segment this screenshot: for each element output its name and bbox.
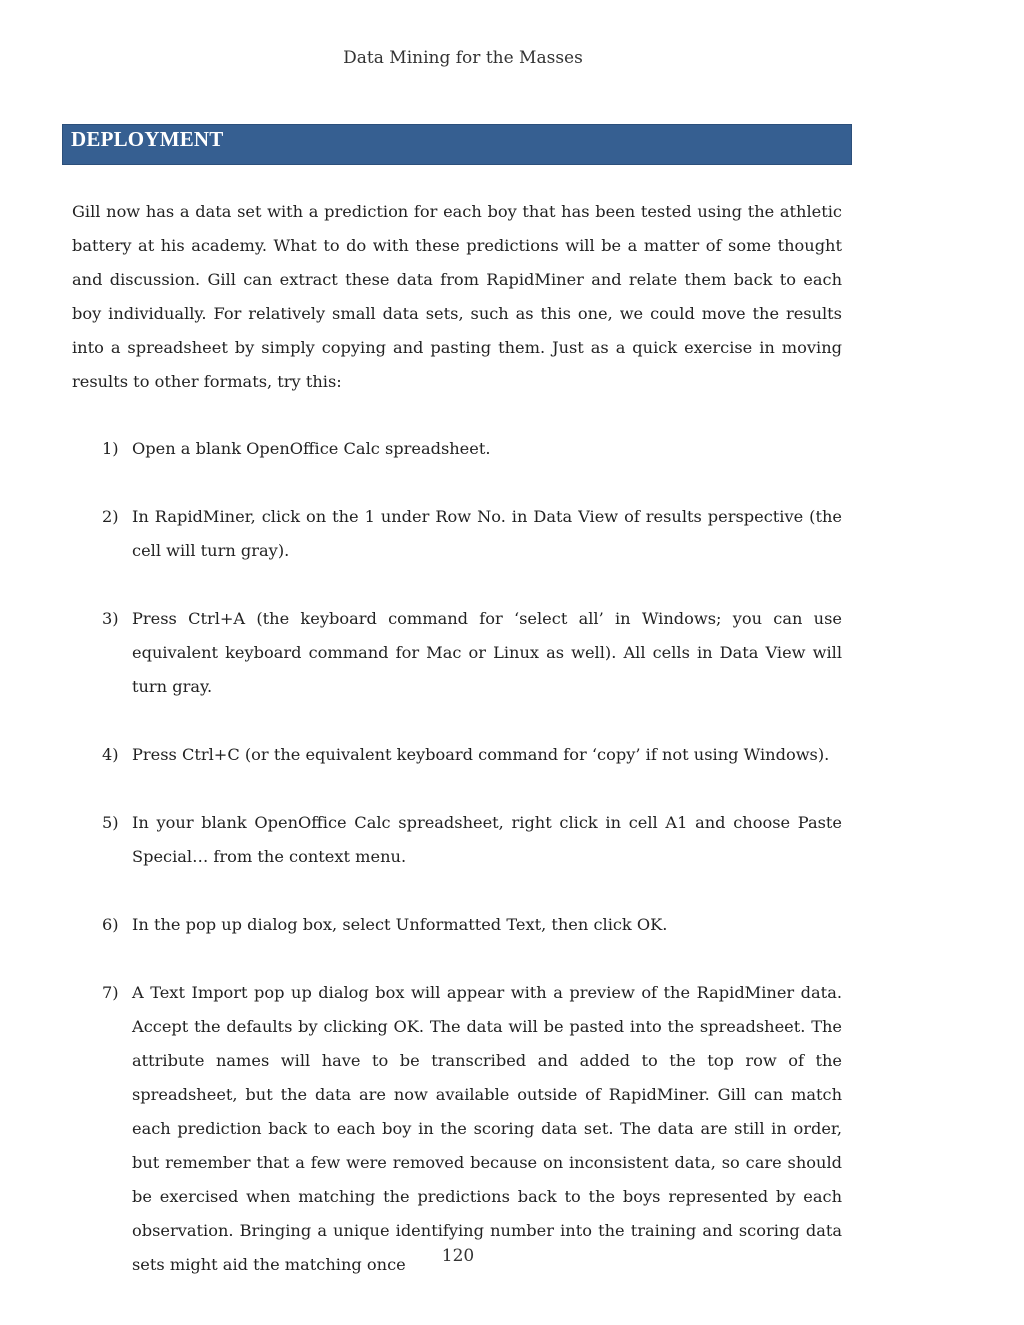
step-number: 6): [102, 915, 119, 934]
step-item: [72, 602, 842, 704]
step-number: 3): [102, 609, 119, 628]
step-number: 2): [102, 507, 119, 526]
step-item: [72, 500, 842, 568]
steps-list: [72, 432, 842, 1316]
step-number: 5): [102, 813, 119, 832]
page-number: 120: [441, 1246, 475, 1266]
running-header: Data Mining for the Masses: [343, 48, 583, 68]
step-number: 4): [102, 745, 119, 764]
step-text: In RapidMiner, click on the 1 under Row No. in Data View of results perspective (the cell will turn gray).: [132, 507, 842, 560]
step-number: 7): [102, 983, 119, 1002]
intro-paragraph: Gill now has a data set with a prediction for each boy that has been tested using the athletic battery at his academy. What to do with these predictions will be a matter of some thought and discussion. Gill can extract these data from RapidMiner and relate them back to each boy individually. For relatively small data sets, such as this one, we could move the results into a spreadsheet by simply copying and pasting them. Just as a quick exercise in moving results to other formats, try this:: [72, 202, 842, 391]
step-text: In your blank OpenOffice Calc spreadsheet, right click in cell A1 and choose Paste Special… from the context menu.: [132, 813, 842, 866]
step-number: 1): [102, 439, 119, 458]
section-banner: [62, 124, 852, 165]
step-item: [72, 976, 842, 1282]
step-item: [72, 908, 842, 942]
section-title: DEPLOYMENT: [71, 127, 224, 151]
step-item: [72, 738, 842, 772]
step-item: [72, 806, 842, 874]
step-text: Press Ctrl+A (the keyboard command for ‘select all’ in Windows; you can use equivalent keyboard command for Mac or Linux as well). All cells in Data View will turn gray.: [132, 609, 842, 696]
step-text: In the pop up dialog box, select Unformatted Text, then click OK.: [132, 915, 668, 934]
step-text: A Text Import pop up dialog box will appear with a preview of the RapidMiner data. Accept the defaults by clicking OK. The data will be pasted into the spreadsheet. The attribute names will have to be transcribed and added to the top row of the spreadsheet, but the data are now available outside of RapidMiner. Gill can match each prediction back to each boy in the scoring data set. The data are still in order, but remember that a few were removed because on inconsistent data, so care should be exercised when matching the predictions back to the boys represented by each observation. Bringing a unique identifying number into the training and scoring data sets might aid the matching once: [132, 983, 842, 1274]
step-text: Open a blank OpenOffice Calc spreadsheet.: [132, 439, 491, 458]
step-item: [72, 432, 842, 466]
step-text: Press Ctrl+C (or the equivalent keyboard command for ‘copy’ if not using Windows).: [132, 745, 830, 764]
